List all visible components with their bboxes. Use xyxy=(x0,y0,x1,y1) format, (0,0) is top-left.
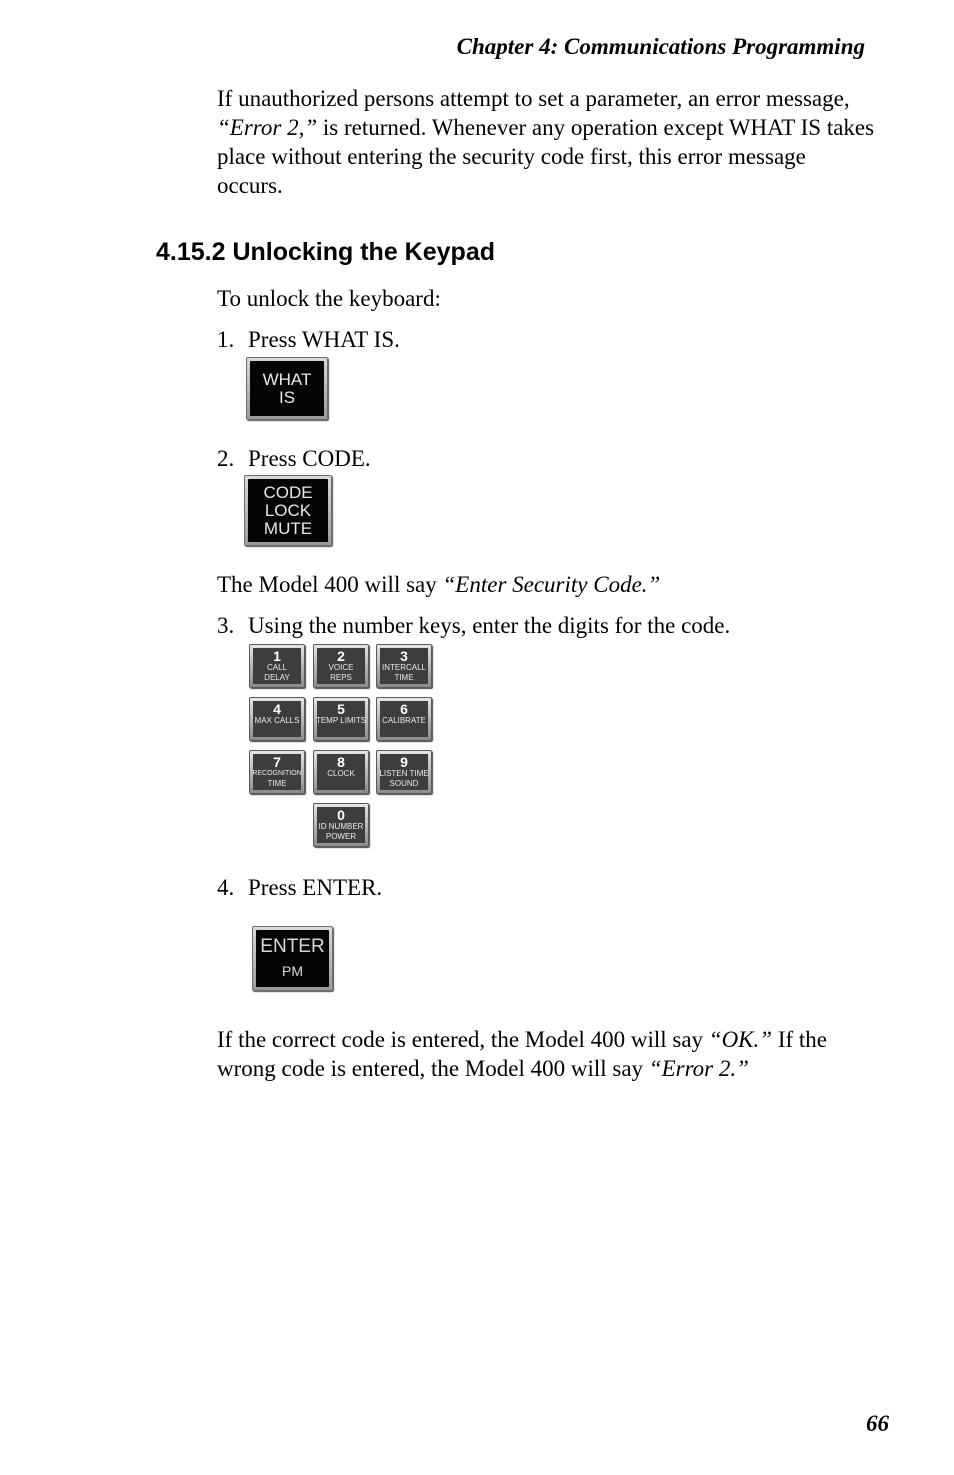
closing-ok-quote: “OK.” xyxy=(708,1027,773,1052)
key-2-label-1: VOICE xyxy=(328,663,354,672)
code-key-label-1: CODE xyxy=(263,482,313,502)
closing-paragraph xyxy=(217,1025,877,1083)
keypad-key-6[interactable] xyxy=(376,697,432,741)
key-7-label-1: RECOGNITION xyxy=(252,770,302,777)
keypad-key-5[interactable] xyxy=(313,697,369,741)
keypad-key-2[interactable] xyxy=(313,644,369,688)
step-1 xyxy=(217,325,400,354)
page-number: 66 xyxy=(866,1411,889,1436)
keypad-key-1[interactable] xyxy=(249,644,305,688)
keypad-key-7[interactable] xyxy=(249,750,305,794)
code-key-label-2: LOCK xyxy=(264,500,312,520)
intro-error-quote: “Error 2,” xyxy=(217,115,318,140)
model-say-text: The Model 400 will say xyxy=(217,572,443,597)
what-is-key[interactable] xyxy=(246,357,328,420)
closing-text-1: If the correct code is entered, the Model 400 will say xyxy=(217,1027,709,1052)
enter-key[interactable] xyxy=(252,926,333,991)
model-say-quote: “Enter Security Code.” xyxy=(442,572,661,597)
chapter-header: Chapter 4: Communications Programming xyxy=(456,34,865,59)
key-8-digit: 8 xyxy=(337,754,345,770)
key-9-label-2: SOUND xyxy=(389,779,419,788)
closing-error-quote: “Error 2.” xyxy=(648,1056,749,1081)
step-2 xyxy=(217,444,371,473)
enter-key-sublabel: PM xyxy=(282,963,303,979)
key-1-label-2: DELAY xyxy=(264,673,290,682)
code-key-face xyxy=(248,479,328,542)
step-4-text: Press ENTER. xyxy=(248,875,383,900)
key-4-digit: 4 xyxy=(273,701,281,717)
key-9-digit: 9 xyxy=(400,754,408,770)
intro-text-2: is returned. Whenever any operation except WHAT IS takes place without entering the security code first, this error message occurs. xyxy=(217,115,875,198)
what-is-key-label-2: IS xyxy=(278,387,296,407)
key-5-digit: 5 xyxy=(337,701,345,717)
key-5-label-2: TEMP LIMITS xyxy=(315,716,367,725)
key-8-label-2: CLOCK xyxy=(327,769,355,778)
step-2-text: Press CODE. xyxy=(248,446,371,471)
code-lock-mute-key[interactable] xyxy=(244,475,332,546)
intro-text-1: If unauthorized persons attempt to set a parameter, an error message, xyxy=(217,86,850,111)
key-0-label-2: POWER xyxy=(325,832,357,841)
keypad-key-3[interactable] xyxy=(376,644,432,688)
step-3-number: 3. xyxy=(217,613,235,638)
enter-key-face xyxy=(256,930,329,987)
model-say-line xyxy=(217,570,660,599)
key-4-label-2: MAX CALLS xyxy=(254,716,300,725)
enter-key-label: ENTER xyxy=(260,936,325,957)
section-title: 4.15.2 Unlocking the Keypad xyxy=(156,238,495,266)
key-3-digit: 3 xyxy=(400,648,408,664)
step-1-text: Press WHAT IS. xyxy=(248,327,400,352)
keypad-key-8[interactable] xyxy=(313,750,369,794)
step-3-text: Using the number keys, enter the digits for the code. xyxy=(248,613,731,638)
key-1-label-1: CALL xyxy=(266,663,287,672)
key-3-label-1: INTERCALL xyxy=(381,663,426,672)
key-7-label-2: TIME xyxy=(267,779,287,788)
step-4-number: 4. xyxy=(217,875,235,900)
key-3-label-2: TIME xyxy=(394,673,414,682)
what-is-key-face xyxy=(250,361,324,416)
step-3 xyxy=(217,611,730,640)
keypad-key-0[interactable] xyxy=(313,803,369,847)
key-2-label-2: REPS xyxy=(330,673,352,682)
key-1-digit: 1 xyxy=(273,648,281,664)
key-0-label-1: ID NUMBER xyxy=(318,822,364,831)
code-key-label-3: MUTE xyxy=(263,518,313,538)
keypad-key-9[interactable] xyxy=(376,750,432,794)
key-6-digit: 6 xyxy=(400,701,408,717)
key-6-label-2: CALIBRATE xyxy=(382,716,426,725)
closing-text-2: If the wrong code is entered, the Model 400 will say xyxy=(217,1027,827,1081)
lead-text: To unlock the keyboard: xyxy=(217,286,441,311)
key-9-label-1: LISTEN TIME xyxy=(379,769,429,778)
step-2-number: 2. xyxy=(217,446,235,471)
key-0-digit: 0 xyxy=(337,807,345,823)
key-2-digit: 2 xyxy=(337,648,345,664)
step-1-number: 1. xyxy=(217,327,235,352)
key-7-digit: 7 xyxy=(273,754,281,770)
intro-paragraph xyxy=(217,84,877,200)
what-is-key-label-1: WHAT xyxy=(262,369,312,389)
step-4 xyxy=(217,873,382,902)
keypad-key-4[interactable] xyxy=(249,697,305,741)
